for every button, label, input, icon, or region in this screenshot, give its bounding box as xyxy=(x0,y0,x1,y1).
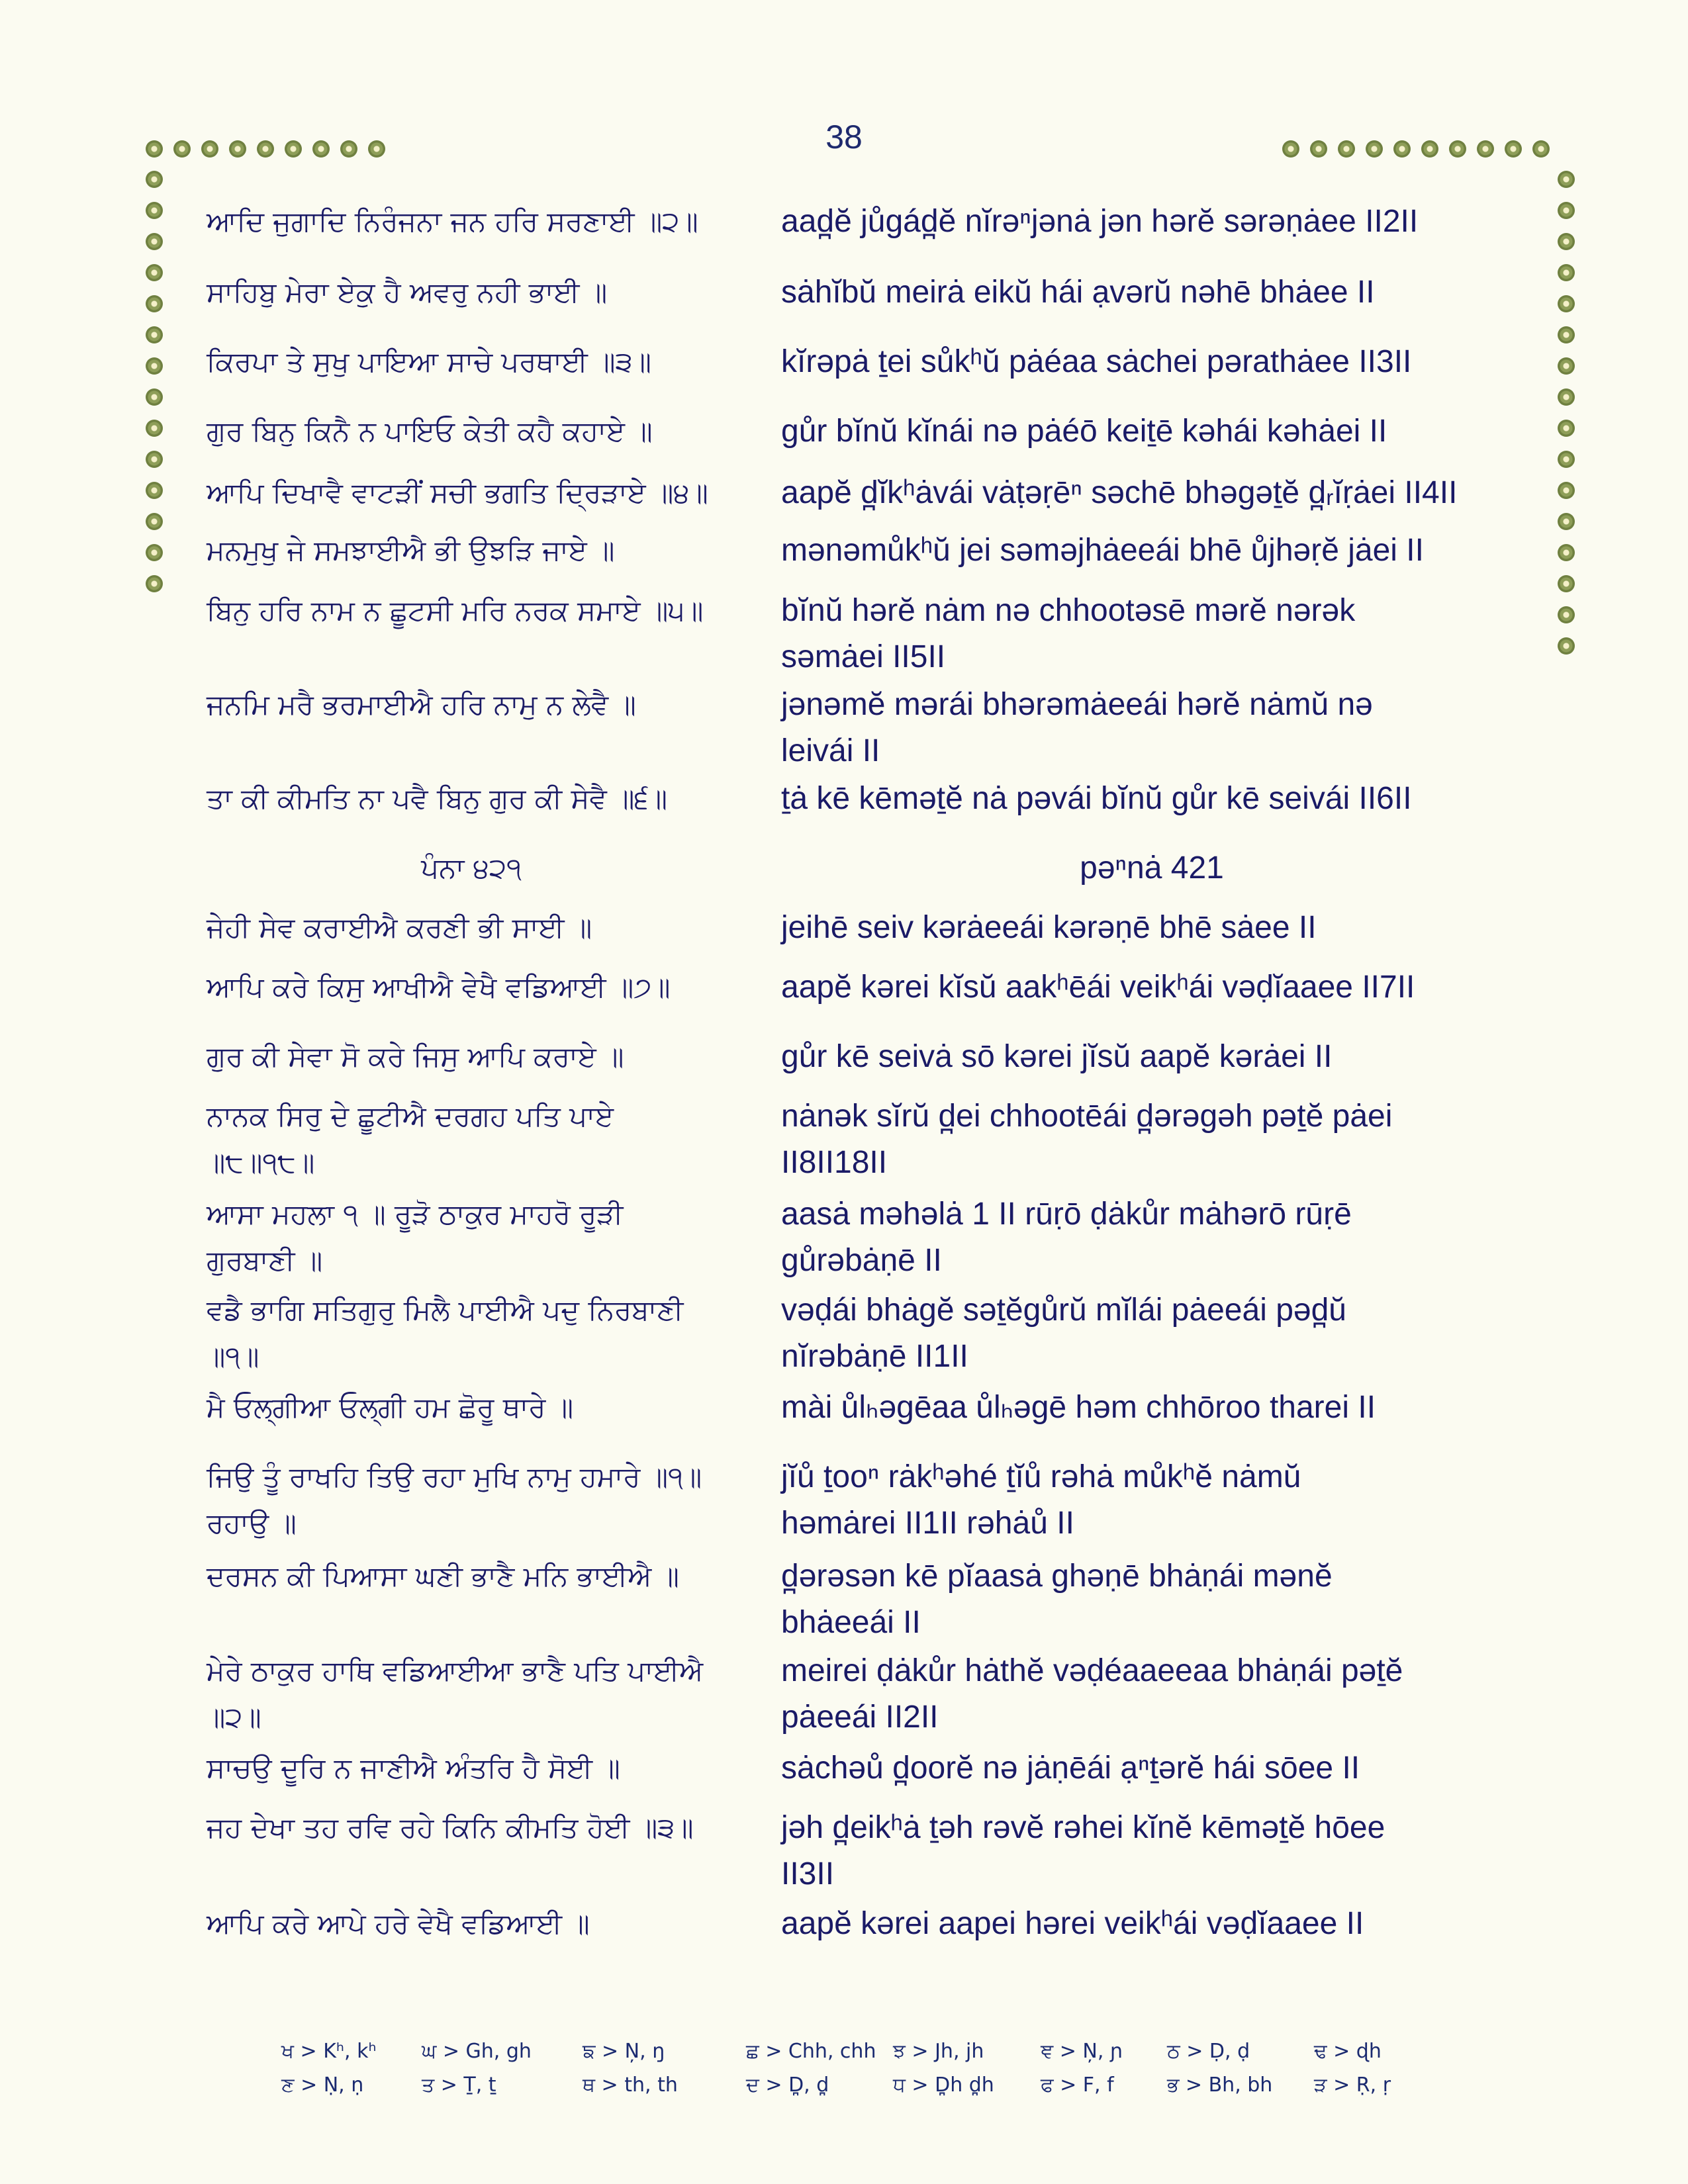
flower-ornament-icon xyxy=(146,264,163,281)
flower-ornament-icon xyxy=(1532,140,1550,158)
verse-14-tr: vəḍái bhȧgĕ səṯĕgůrŭ mĭlái pȧeeái pəd̪ŭ xyxy=(781,1293,1346,1328)
verse-5-tr: mənəmůkʰŭ jei səməjhȧeeái bhē ůjhəṛĕ jȧei II xyxy=(781,533,1424,568)
verse-18-tr-cont: pȧeeái II2II xyxy=(781,1700,939,1735)
page-number: 38 xyxy=(825,118,863,156)
legend-entry: ੜ > Ṛ, ṛ xyxy=(1314,2073,1391,2097)
verse-2-gm: ਕਿਰਪਾ ਤੇ ਸੁਖੁ ਪਾਇਆ ਸਾਚੇ ਪਰਥਾਈ ॥੩॥ xyxy=(207,345,651,378)
verse-2-tr: kĭrəpȧ ṯei sůkʰŭ pȧéaa sȧchei pərathȧee II3II xyxy=(781,344,1412,379)
flower-ornament-icon xyxy=(1558,264,1575,281)
legend-entry: ਛ > Chh, chh xyxy=(746,2040,876,2063)
verse-21-gm: ਆਪਿ ਕਰੇ ਆਪੇ ਹਰੇ ਵੇਖੈ ਵਡਿਆਈ ॥ xyxy=(207,1907,590,1940)
flower-ornament-icon xyxy=(1393,140,1411,158)
verse-11-tr: gůr kē seivȧ sō kərei jĭsŭ aapĕ kərȧei II xyxy=(781,1039,1333,1074)
verse-16-gm: ਜਿਉ ਤੂੰ ਰਾਖਹਿ ਤਿਉ ਰਹਾ ਮੁਖਿ ਨਾਮੁ ਹਮਾਰੇ ॥੧॥ xyxy=(207,1461,702,1493)
verse-16-gm-cont: ਰਹਾਉ ॥ xyxy=(207,1507,297,1539)
flower-ornament-icon xyxy=(1558,357,1575,375)
flower-ornament-icon xyxy=(146,357,163,375)
legend-entry: ਠ > Ḍ, ḍ xyxy=(1167,2040,1250,2063)
verse-18-tr: meirei ḍȧkůr hȧthĕ vəḍéaaeeaa bhȧṇái pəṯĕ xyxy=(781,1653,1403,1688)
flower-ornament-icon xyxy=(285,140,302,158)
flower-ornament-icon xyxy=(201,140,218,158)
flower-ornament-icon xyxy=(368,140,385,158)
legend-entry: ਧ > D̪h d̪h xyxy=(893,2073,994,2097)
flower-ornament-icon xyxy=(146,202,163,219)
verse-15-tr: mài ůlₕəgēaa ůlₕəgē həm chhōroo tharei II xyxy=(781,1390,1376,1425)
verse-17-tr-cont: bhȧeeái II xyxy=(781,1605,921,1640)
verse-12-tr-cont: II8II18II xyxy=(781,1145,888,1180)
legend-entry: ਤ > Ṯ, ṯ xyxy=(422,2073,496,2097)
verse-20-tr-cont: II3II xyxy=(781,1856,835,1891)
flower-ornament-icon xyxy=(146,295,163,312)
verse-13-gm-cont: ਗੁਰਬਾਣੀ ॥ xyxy=(207,1244,323,1277)
flower-ornament-icon xyxy=(1558,513,1575,530)
verse-14-gm: ਵਡੈ ਭਾਗਿ ਸਤਿਗੁਰੁ ਮਿਲੈ ਪਾਈਐ ਪਦੁ ਨਿਰਬਾਣੀ xyxy=(207,1294,684,1326)
flower-ornament-icon xyxy=(146,233,163,250)
verse-0-gm: ਆਦਿ ਜੁਗਾਦਿ ਨਿਰੰਜਨਾ ਜਨ ਹਰਿ ਸਰਣਾਈ ॥੨॥ xyxy=(207,205,698,238)
flower-ornament-icon xyxy=(229,140,246,158)
flower-ornament-icon xyxy=(146,482,163,499)
flower-ornament-icon xyxy=(1558,295,1575,312)
flower-ornament-icon xyxy=(146,513,163,530)
verse-4-gm: ਆਪਿ ਦਿਖਾਵੈ ਵਾਟੜੀਂ ਸਚੀ ਭਗਤਿ ਦ੍ਰਿੜਾਏ ॥੪॥ xyxy=(207,477,708,509)
flower-ornament-icon xyxy=(1558,451,1575,468)
flower-ornament-icon xyxy=(1558,388,1575,406)
flower-ornament-icon xyxy=(312,140,330,158)
verse-19-tr: sȧchəů d̪oorĕ nə jȧṇēái ạⁿṯərĕ hái sōee II xyxy=(781,1751,1360,1786)
verse-9-tr: jeihē seiv kərȧeeái kərəṇē bhē sȧee II xyxy=(781,910,1317,945)
verse-6-tr-cont: səmȧei II5II xyxy=(781,639,946,674)
verse-18-gm-cont: ॥੨॥ xyxy=(207,1701,261,1733)
verse-21-tr: aapĕ kərei aapei hərei veikʰái vəḍĭaaee II xyxy=(781,1906,1364,1941)
verse-12-gm: ਨਾਨਕ ਸਿਰੁ ਦੇ ਛੂਟੀਐ ਦਰਗਹ ਪਤਿ ਪਾਏ xyxy=(207,1100,614,1132)
legend-entry: ਫ > F, f xyxy=(1041,2073,1114,2097)
flower-ornament-icon xyxy=(1558,606,1575,623)
legend-entry: ਘ > Gh, gh xyxy=(422,2040,532,2063)
verse-1-gm: ਸਾਹਿਬੁ ਮੇਰਾ ਏਕੁ ਹੈ ਅਵਰੁ ਨਹੀ ਭਾਈ ॥ xyxy=(207,276,608,308)
verse-20-tr: jəh d̪eikʰȧ ṯəh rəvĕ rəhei kĭnĕ kēməṯĕ hōee xyxy=(781,1810,1385,1845)
flower-ornament-icon xyxy=(1558,202,1575,219)
flower-ornament-icon xyxy=(173,140,191,158)
flower-ornament-icon xyxy=(146,420,163,437)
verse-19-gm: ਸਾਚਉ ਦੂਰਿ ਨ ਜਾਣੀਐ ਅੰਤਰਿ ਹੈ ਸੋਈ ॥ xyxy=(207,1752,620,1784)
flower-ornament-icon xyxy=(1310,140,1327,158)
flower-ornament-icon xyxy=(1558,171,1575,188)
flower-ornament-icon xyxy=(1282,140,1299,158)
flower-ornament-icon xyxy=(1338,140,1355,158)
verse-7-gm: ਜਨਮਿ ਮਰੈ ਭਰਮਾਈਐ ਹਰਿ ਨਾਮੁ ਨ ਲੇਵੈ ॥ xyxy=(207,688,636,721)
flower-ornament-icon xyxy=(1421,140,1438,158)
verse-0-tr: aad̪ĕ jůgád̪ĕ nĭrəⁿjənȧ jən hərĕ sərəṇȧee II2II xyxy=(781,204,1419,239)
flower-ornament-icon xyxy=(146,388,163,406)
verse-1-tr: sȧhĭbŭ meirȧ eikŭ hái ạvərŭ nəhē bhȧee II xyxy=(781,275,1375,310)
flower-ornament-icon xyxy=(1558,482,1575,499)
verse-6-tr: bĭnŭ hərĕ nȧm nə chhootəsē mərĕ nərək xyxy=(781,593,1356,628)
flower-ornament-icon xyxy=(1558,420,1575,437)
verse-3-gm: ਗੁਰ ਬਿਨੁ ਕਿਨੈ ਨ ਪਾਇਓ ਕੇਤੀ ਕਹੈ ਕਹਾਏ ॥ xyxy=(207,415,653,447)
flower-ornament-icon xyxy=(1558,575,1575,592)
flower-ornament-icon xyxy=(1558,326,1575,343)
legend-entry: ਥ > th, th xyxy=(583,2073,678,2097)
verse-13-tr: aasȧ məhəlȧ 1 II rūṛō ḍȧkůr mȧhərō rūṛē xyxy=(781,1197,1352,1232)
verse-9-gm: ਜੇਹੀ ਸੇਵ ਕਰਾਈਐ ਕਰਣੀ ਭੀ ਸਾਈ ॥ xyxy=(207,911,592,944)
verse-14-gm-cont: ॥੧॥ xyxy=(207,1340,259,1373)
verse-10-gm: ਆਪਿ ਕਰੇ ਕਿਸੁ ਆਖੀਐ ਵੇਖੈ ਵਡਿਆਈ ॥੭॥ xyxy=(207,971,671,1003)
flower-ornament-icon xyxy=(146,140,163,158)
flower-ornament-icon xyxy=(1558,544,1575,561)
legend-entry: ਙ > N̦, ŋ xyxy=(583,2040,665,2063)
flower-ornament-icon xyxy=(146,451,163,468)
flower-ornament-icon xyxy=(1366,140,1383,158)
flower-ornament-icon xyxy=(146,575,163,592)
verse-15-gm: ਮੈ ਓਲ੍ਗੀਆ ਓਲ੍ਗੀ ਹਮ ਛੋਰੂ ਥਾਰੇ ॥ xyxy=(207,1391,574,1424)
flower-ornament-icon xyxy=(1477,140,1494,158)
section-heading-tr: pəⁿnȧ 421 xyxy=(1080,850,1224,886)
verse-13-gm: ਆਸਾ ਮਹਲਾ ੧ ॥ ਰੂੜੋ ਠਾਕੁਰ ਮਾਹਰੋ ਰੂੜੀ xyxy=(207,1198,624,1230)
verse-16-tr: jĭů ṯooⁿ rȧkʰəhé ṯĭů rəhȧ můkʰĕ nȧmŭ xyxy=(781,1459,1301,1494)
verse-12-gm-cont: ॥੮॥੧੮॥ xyxy=(207,1146,315,1179)
verse-18-gm: ਮੇਰੇ ਠਾਕੁਰ ਹਾਥਿ ਵਡਿਆਈਆ ਭਾਣੈ ਪਤਿ ਪਾਈਐ xyxy=(207,1655,704,1687)
verse-13-tr-cont: gůrəbȧṇē II xyxy=(781,1243,942,1278)
verse-20-gm: ਜਹ ਦੇਖਾ ਤਹ ਰਵਿ ਰਹੇ ਕਿਨਿ ਕੀਮਤਿ ਹੋਈ ॥੩॥ xyxy=(207,1811,694,1844)
verse-12-tr: nȧnək sĭrŭ d̪ei chhootēái d̪ərəgəh pəṯĕ pȧei xyxy=(781,1099,1393,1134)
legend-entry: ਝ > Jh, jh xyxy=(893,2040,984,2063)
verse-6-gm: ਬਿਨੁ ਹਰਿ ਨਾਮ ਨ ਛੂਟਸੀ ਮਰਿ ਨਰਕ ਸਮਾਏ ॥੫॥ xyxy=(207,594,704,627)
flower-ornament-icon xyxy=(146,544,163,561)
verse-8-tr: ṯȧ kē kēməṯĕ nȧ pəvái bĭnŭ gůr kē seivái II6II xyxy=(781,781,1412,816)
legend-entry: ਣ > Ṇ, ṇ xyxy=(281,2073,364,2097)
verse-8-gm: ਤਾ ਕੀ ਕੀਮਤਿ ਨਾ ਪਵੈ ਬਿਨੁ ਗੁਰ ਕੀ ਸੇਵੈ ॥੬॥ xyxy=(207,782,668,815)
flower-ornament-icon xyxy=(1558,233,1575,250)
section-heading-gm: ਪੰਨਾ ੪੨੧ xyxy=(421,852,522,884)
legend-entry: ਞ > N̦, ɲ xyxy=(1041,2040,1123,2063)
flower-ornament-icon xyxy=(1505,140,1522,158)
verse-4-tr: aapĕ d̪ĭkʰȧvái vȧṭəṛēⁿ səchē bhəgəṯĕ d̪ᵣĭṛȧei II4II xyxy=(781,475,1458,510)
verse-17-gm: ਦਰਸਨ ਕੀ ਪਿਆਸਾ ਘਣੀ ਭਾਣੈ ਮਨਿ ਭਾਈਐ ॥ xyxy=(207,1560,679,1592)
flower-ornament-icon xyxy=(1449,140,1466,158)
legend-entry: ਦ > D̪, d̪ xyxy=(746,2073,829,2097)
verse-5-gm: ਮਨਮੁਖੁ ਜੇ ਸਮਝਾਈਐ ਭੀ ਉਝੜਿ ਜਾਏ ॥ xyxy=(207,534,615,567)
legend-entry: ਢ > ɖh xyxy=(1314,2040,1382,2063)
flower-ornament-icon xyxy=(146,171,163,188)
flower-ornament-icon xyxy=(257,140,274,158)
flower-ornament-icon xyxy=(146,326,163,343)
flower-ornament-icon xyxy=(1558,637,1575,655)
legend-entry: ਖ > Kʰ, kʰ xyxy=(281,2040,377,2063)
verse-16-tr-cont: həmȧrei II1II rəhȧů II xyxy=(781,1506,1074,1541)
verse-7-tr: jənəmĕ mərái bhərəmȧeeái hərĕ nȧmŭ nə xyxy=(781,687,1373,722)
verse-7-tr-cont: leivái II xyxy=(781,733,880,768)
verse-14-tr-cont: nĭrəbȧṇē II1II xyxy=(781,1339,968,1374)
verse-3-tr: gůr bĭnŭ kĭnái nə pȧéō keiṯē kəhái kəhȧei II xyxy=(781,414,1387,449)
verse-11-gm: ਗੁਰ ਕੀ ਸੇਵਾ ਸੋ ਕਰੇ ਜਿਸੁ ਆਪਿ ਕਰਾਏ ॥ xyxy=(207,1040,624,1073)
verse-17-tr: d̪ərəsən kē pĭaasȧ ghəṇē bhȧṇái mənĕ xyxy=(781,1559,1333,1594)
verse-10-tr: aapĕ kərei kĭsŭ aakʰēái veikʰái vəḍĭaaee II7II xyxy=(781,970,1415,1005)
legend-entry: ਭ > Bh, bh xyxy=(1167,2073,1273,2097)
flower-ornament-icon xyxy=(340,140,357,158)
